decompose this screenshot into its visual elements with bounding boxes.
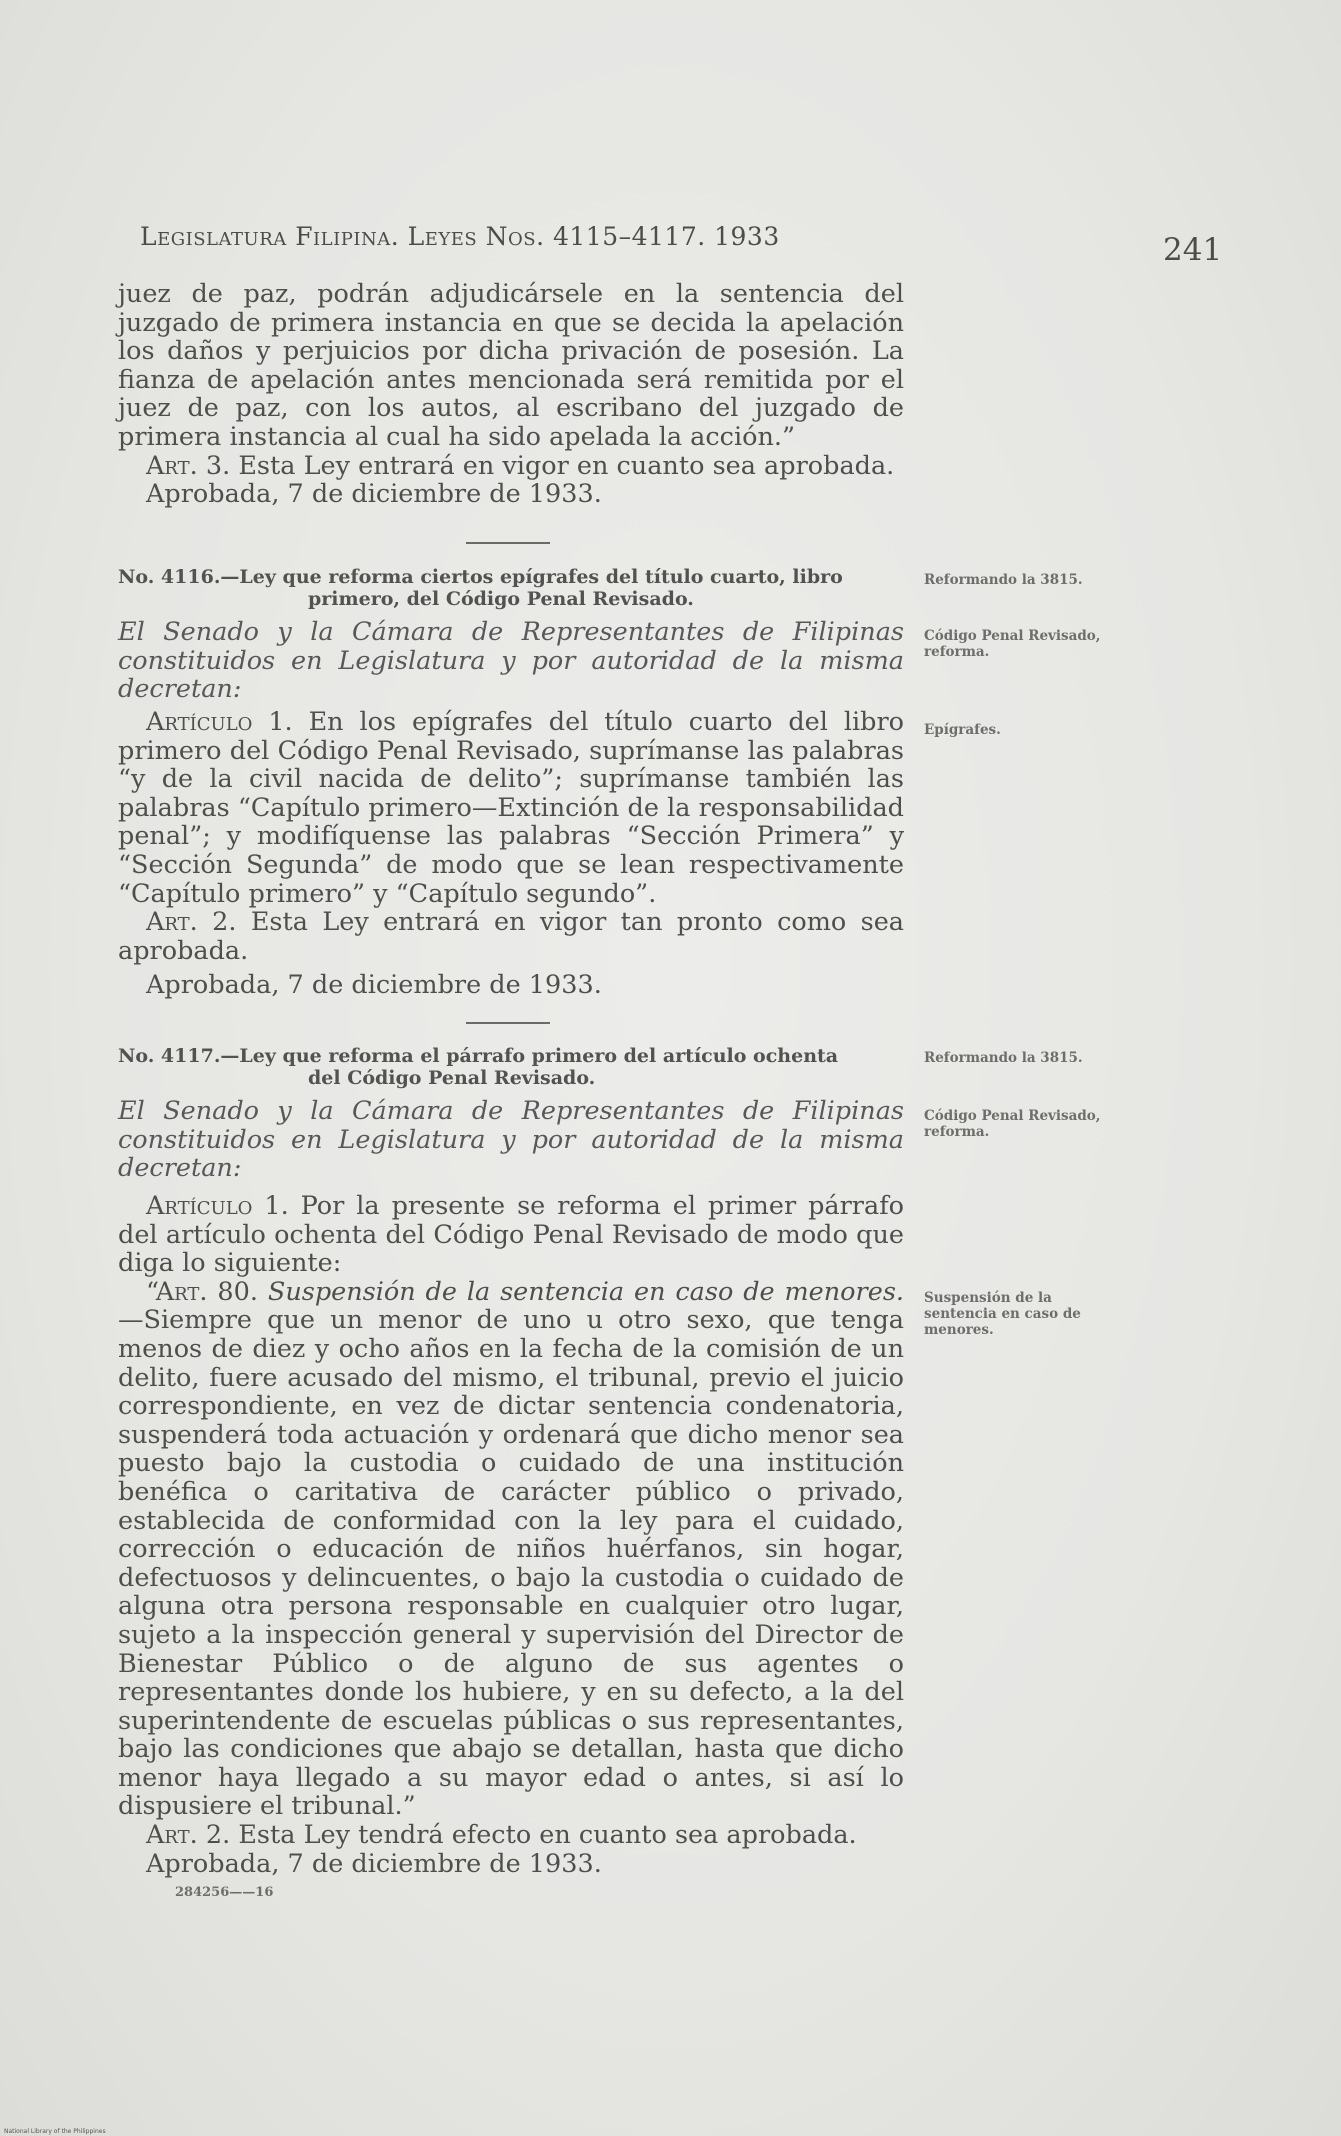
running-header xyxy=(140,222,900,251)
art80-text: —Siempre que un menor de uno u otro sexo, que tenga menos de diez y ocho años en la fecha de la comisión de un delito, fuere acusado del mismo, el tribunal, previo el juicio correspondiente, en vez de dictar sentencia condenatoria, suspenderá toda actuación y ordenará que dicho menor sea puesto bajo la custodia o cuidado de una institución benéfica o caritativa de carácter público o privado, establecida de conformidad con la ley para el cuidado, corrección o educación de niños huérfanos, sin hogar, defectuosos y delincuentes, o bajo la custodia o cuidado de alguna otra persona responsable en cualquier otro lugar, sujeto a la inspección general y supervisión del Director de Bienestar Público o de alguno de sus agentes o representantes donde los hubiere, y en su defecto, a la del superintendente de escuelas públicas o sus representantes, bajo las condiciones que abajo se detallan, hasta que dicho menor haya llegado a su mayor edad o antes, si así lo dispusiere el tribunal.” xyxy=(118,1305,904,1822)
art1-text: Por la presente se reforma el primer párrafo del artículo ochenta del Código Penal Revisado de modo que diga lo siguiente: xyxy=(118,1191,904,1279)
law-4115-art3 xyxy=(118,452,904,481)
law-4115-approved: Aprobada, 7 de diciembre de 1933. xyxy=(146,479,602,510)
law-4117-art1 xyxy=(118,1192,904,1278)
art80-heading: Suspensión de la sentencia en caso de menores. xyxy=(267,1276,905,1307)
print-code: 284256——16 xyxy=(175,1885,274,1900)
law-4117-margin-note-suspension: Suspensión de la sentencia en caso de menores. xyxy=(924,1290,1081,1338)
header-title: Legislatura Filipina. Leyes Nos. 4115–4117. 1933 xyxy=(140,222,780,251)
law-4117-title-line1: No. 4117.—Ley que reforma el párrafo primero del artículo ochenta xyxy=(118,1045,839,1067)
art1-label: Artículo 1. xyxy=(146,1191,289,1221)
law-4116-title xyxy=(118,566,904,610)
art2-label: Art. 2. xyxy=(146,1820,231,1851)
art3-text: Esta Ley entrará en vigor en cuanto sea aprobada. xyxy=(238,450,895,481)
law-4117-margin-note-code: Código Penal Revisado, reforma. xyxy=(924,1108,1101,1140)
art2-text: Esta Ley entrará en vigor tan pronto como sea aprobada. xyxy=(118,907,904,966)
law-4117-margin-note-reform: Reformando la 3815. xyxy=(924,1050,1083,1066)
law-4116-margin-note-code: Código Penal Revisado, reforma. xyxy=(924,628,1101,660)
law-4116-articles xyxy=(118,708,904,1000)
art2-text: Esta Ley tendrá efecto en cuanto sea aprobada. xyxy=(238,1820,857,1851)
page-number: 241 xyxy=(1163,232,1223,268)
law-4116-art1 xyxy=(118,708,904,908)
art3-label: Art. 3. xyxy=(146,450,231,481)
law-4117-title xyxy=(118,1045,904,1089)
law-4117-title-line2: del Código Penal Revisado. xyxy=(308,1067,596,1089)
law-4116-art2 xyxy=(118,908,904,965)
continuation-paragraph: juez de paz, podrán adjudicársele en la sentencia del juzgado de primera instancia en que se decida la apelación los daños y perjuicios por dicha privación de posesión. La fianza de apelación antes mencionada será remitida por el juez de paz, con los autos, al escribano del juzgado de primera instancia al cual ha sido apelada la acción.” xyxy=(118,279,904,452)
law-4116-approved: Aprobada, 7 de diciembre de 1933. xyxy=(146,970,602,1001)
law-4115-continuation xyxy=(118,280,904,509)
law-4116-margin-note-epigrafes: Epígrafes. xyxy=(924,722,1001,738)
law-4117-art80 xyxy=(118,1278,904,1821)
law-4117-articles xyxy=(118,1192,904,1878)
law-4117-enacting-clause: El Senado y la Cámara de Representantes de Filipinas constituidos en Legislatura y por autoridad de la misma decretan: xyxy=(118,1096,904,1183)
law-4116-margin-note-reform: Reformando la 3815. xyxy=(924,572,1083,588)
law-4116-title-line1: No. 4116.—Ley que reforma ciertos epígrafes del título cuarto, libro xyxy=(118,566,843,588)
art1-text: En los epígrafes del título cuarto del libro primero del Código Penal Revisado, suprímanse las palabras “y de la civil nacida de delito”; suprímanse también las palabras “Capítulo primero—Extinción de la responsabilidad penal”; y modifíquense las palabras “Sección Primera” y “Sección Segunda” de modo que se lean respectivamente “Capítulo primero” y “Capítulo segundo”. xyxy=(118,707,904,909)
law-4117-art2 xyxy=(118,1821,904,1850)
art1-label: Artículo 1. xyxy=(146,707,293,737)
law-4117-approved: Aprobada, 7 de diciembre de 1933. xyxy=(146,1848,602,1879)
law-4116-title-line2: primero, del Código Penal Revisado. xyxy=(308,588,694,610)
section-divider xyxy=(466,1022,550,1024)
art80-label: “Art. 80. xyxy=(146,1276,258,1307)
section-divider xyxy=(466,542,550,544)
provenance-stamp: National Library of the Philippines xyxy=(4,2128,106,2135)
art2-label: Art. 2. xyxy=(146,907,237,938)
law-4116-enacting-clause: El Senado y la Cámara de Representantes de Filipinas constituidos en Legislatura y por autoridad de la misma decretan: xyxy=(118,617,904,704)
